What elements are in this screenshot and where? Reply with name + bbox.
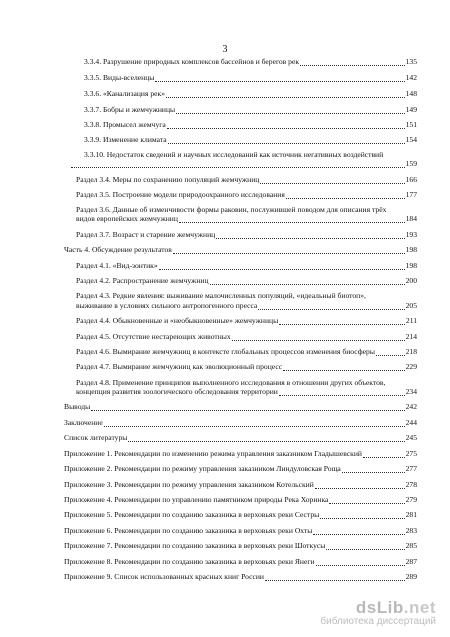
toc-entry[interactable]: Приложение 4. Рекомендации по управлению памятником природы Река Хоринка 279 xyxy=(64,495,417,504)
toc-entry[interactable]: Приложение 5. Рекомендации по созданию заказника в верховьях реки Сестры 281 xyxy=(64,510,417,519)
toc-entry[interactable]: Приложение 6. Рекомендации по созданию заказника в верховьях реки Охты 283 xyxy=(64,526,417,535)
toc-entry[interactable]: Раздел 4.5. Отсутствие нестареющих животных 214 xyxy=(76,332,417,341)
toc-entry[interactable]: Часть 4. Обсуждение результатов 198 xyxy=(64,245,417,254)
toc-entry[interactable]: Раздел 4.4. Обыкновенные и «необыкновенные» жемчужницы 211 xyxy=(76,316,417,325)
toc-entry[interactable]: Приложение 9. Список использованных красных книг России 289 xyxy=(64,572,417,581)
toc-entry[interactable]: Приложение 7. Рекомендации по созданию заказника в верховьях реки Шоткусы 285 xyxy=(64,541,417,550)
toc-entry[interactable]: 3.3.6. «Канализация рек» 148 xyxy=(84,89,417,98)
toc-entry[interactable]: видов европейских жемчужниц 184 xyxy=(76,214,417,223)
toc-entry-line[interactable]: 3.3.10. Недостаток сведений и научных исследований как источник негативных воздействий xyxy=(84,150,384,159)
toc-entry[interactable]: Раздел 4.6. Вымирание жемчужниц в контексте глобальных процессов изменения биосферы 218 xyxy=(76,347,417,356)
toc-entry[interactable]: 3.3.9. Изменение климата 154 xyxy=(84,135,417,144)
toc-entry[interactable]: Раздел 4.7. Вымирание жемчужниц как эволюционный процесс 229 xyxy=(76,362,417,371)
toc-entry[interactable]: концепция развития зоологического обследования территории 234 xyxy=(76,387,417,396)
toc-entry[interactable]: 3.3.8. Промысел жемчуга 151 xyxy=(84,120,417,129)
toc-entry[interactable]: выживание в условиях сильного антропогенного пресса 205 xyxy=(76,301,417,310)
toc-entry[interactable]: Выводы 242 xyxy=(64,402,417,411)
toc-entry[interactable]: Приложение 8. Рекомендации по созданию заказника в верховьях реки Янеги 287 xyxy=(64,557,417,566)
toc-entry-line[interactable]: Раздел 3.6. Данные об изменчивости формы раковин, послужившей поводом для описания трёх xyxy=(76,205,387,214)
toc-entry[interactable]: Приложение 2. Рекомендации по режиму управления заказником Линдуловская Роща 277 xyxy=(64,464,417,473)
toc-entry[interactable]: 3.3.4. Разрушение природных комплексов бассейнов и берегов рек 135 xyxy=(84,57,417,66)
toc-entry-line[interactable]: Раздел 4.3. Редкие явления: выживание малочисленных популяций, «идеальный биотоп», xyxy=(76,291,366,300)
toc-entry[interactable]: Раздел 3.4. Меры по сохранению популяций жемчужниц 166 xyxy=(76,175,417,184)
toc-entry[interactable]: Приложение 1. Рекомендации по изменению режима управления заказником Гладышевский 275 xyxy=(64,449,417,458)
toc-entry[interactable]: Заключение 244 xyxy=(64,418,417,427)
toc-entry[interactable]: Приложение 3. Рекомендации по режиму управления заказником Котельский 278 xyxy=(64,480,417,489)
toc-entry[interactable]: Раздел 3.7. Возраст и старение жемчужниц 193 xyxy=(76,230,417,239)
toc-entry-leader[interactable]: 159 xyxy=(70,159,417,168)
page-number: 3 xyxy=(222,44,228,55)
toc-entry-line[interactable]: Раздел 4.8. Применение принципов выполненного исследования в отношении других объектов, xyxy=(76,378,386,387)
toc-entry[interactable]: Раздел 4.2. Распространение жемчужниц 200 xyxy=(76,276,417,285)
toc-entry[interactable]: 3.3.5. Виды-вселенцы 142 xyxy=(84,73,417,82)
watermark-tagline: библиотека диссертаций xyxy=(320,616,436,627)
toc-entry[interactable]: Раздел 4.1. «Вид-зонтик» 198 xyxy=(76,261,417,270)
watermark-brand: dsLib.net xyxy=(355,598,436,617)
toc-entry[interactable]: Раздел 3.5. Построение модели природоохранного исследования 177 xyxy=(76,190,417,199)
watermark-logo xyxy=(320,598,436,627)
toc-entry[interactable]: 3.3.7. Бобры и жемчужницы 149 xyxy=(84,105,417,114)
toc-entry[interactable]: Список литературы 245 xyxy=(64,433,417,442)
